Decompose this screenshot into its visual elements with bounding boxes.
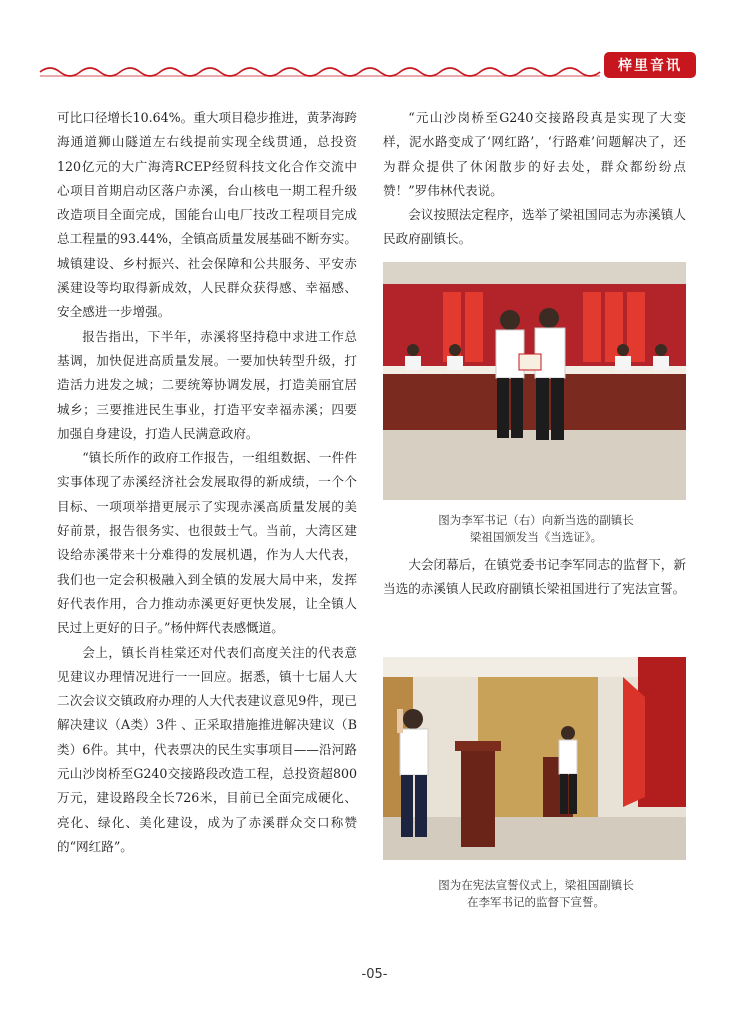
oath-ceremony-photo xyxy=(383,657,686,860)
left-paragraph-3: “镇长所作的政府工作报告，一组组数据、一件件实事体现了赤溪经济社会发展取得的新成绩，一个个目标、一项项举措更展示了实现赤溪高质量发展的美好前景，报告很务实、也很鼓士气。当前，大湾区建设给赤溪带来十分难得的发展机遇，作为人大代表，我们也一定会积极融入到全镇的发展大局中来，发挥好代表作用，合力推动赤溪更好更快发展，让全镇人民过上更好的日子。”杨仲辉代表感慨道。 xyxy=(57,450,357,636)
caption2-line2: 在李军书记的监督下宣誓。 xyxy=(467,895,605,909)
section-badge: 梓里音讯 xyxy=(604,52,696,78)
right-column-top xyxy=(383,106,686,252)
caption2-line1: 图为在宪法宣誓仪式上，梁祖国副镇长 xyxy=(438,878,634,892)
right-column-middle xyxy=(383,553,686,602)
right-paragraph-3: 大会闭幕后，在镇党委书记李军同志的监督下，新当选的赤溪镇人民政府副镇长梁祖国进行了宪法宣誓。 xyxy=(383,557,686,597)
page-number: -05- xyxy=(361,967,388,982)
caption1-line2: 梁祖国颁发当《当选证》。 xyxy=(469,530,603,544)
left-column xyxy=(57,106,357,859)
right-paragraph-1: “元山沙岗桥至G240交接路段真是实现了大变样，泥水路变成了‘网红路’，‘行路难’问题解决了，还为群众提供了休闲散步的好去处，群众都纷纷点赞！”罗伟林代表说。 xyxy=(383,110,686,198)
left-paragraph-1: 可比口径增长10.64%。重大项目稳步推进，黄茅海跨海通道狮山隧道左右线提前实现全线贯通，总投资120亿元的大广海湾RCEP经贸科技文化合作交流中心项目首期启动区落户赤溪，台山核电一期工程升级改造项目全面完成，国能台山电厂技改工程项目完成总工程量的93.44%，全镇高质量发展基础不断夯实。城镇建设、乡村振兴、社会保障和公共服务、平安赤溪建设等均取得新成效，人民群众获得感、幸福感、安全感进一步增强。 xyxy=(57,110,357,320)
certificate-photo xyxy=(383,262,686,500)
left-paragraph-2: 报告指出，下半年，赤溪将坚持稳中求进工作总基调，加快促进高质量发展。一要加快转型升级，打造活力进发之城；二要统筹协调发展，打造美丽宜居城乡；三要推进民生事业，打造平安幸福赤溪；四要加强自身建设，打造人民满意政府。 xyxy=(57,328,357,441)
photo1-caption xyxy=(400,512,672,546)
caption1-line1: 图为李军书记（右）向新当选的副镇长 xyxy=(438,513,634,527)
left-paragraph-4: 会上，镇长肖桂棠还对代表们高度关注的代表意见建议办理情况进行一一回应。据悉，镇十七届人大二次会议交镇政府办理的人大代表建议意见9件，现已解决建议（A类）3件 、正采取措施推进解决建议（B类）6件。其中，代表票决的民生实事项目——沿河路元山沙岗桥至G240交接路段改造工程，总投资超800万元，建设路段全长726米，目前已全面完成硬化、亮化、绿化、美化建设，成为了赤溪群众交口称赞的“网红路”。 xyxy=(57,644,357,854)
right-paragraph-2: 会议按照法定程序，选举了梁祖国同志为赤溪镇人民政府副镇长。 xyxy=(383,207,686,247)
photo2-caption xyxy=(400,877,672,911)
